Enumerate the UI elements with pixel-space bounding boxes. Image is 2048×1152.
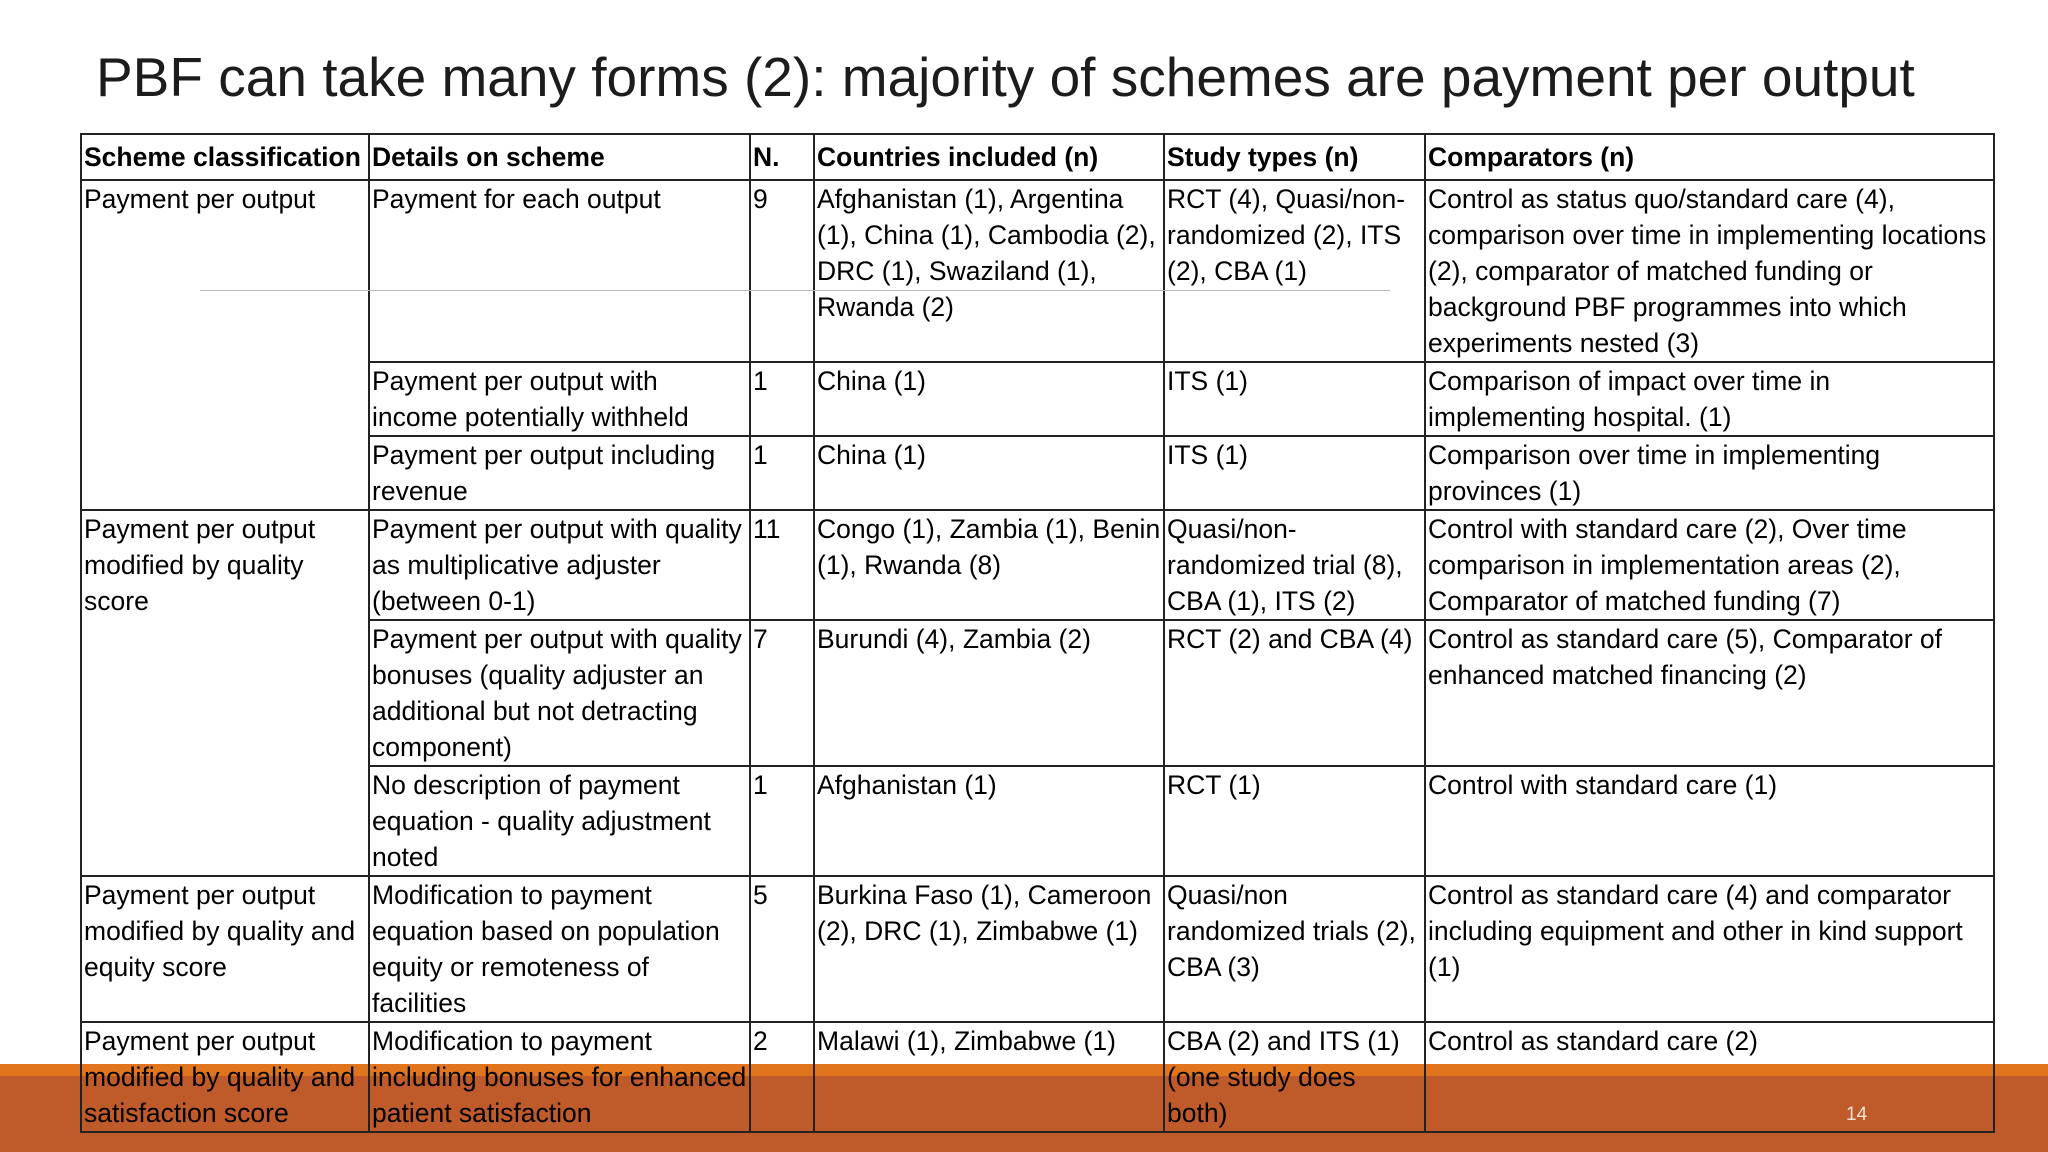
n-cell: 7 (750, 620, 814, 766)
study-types-cell: RCT (4), Quasi/non-randomized (2), ITS (2), CBA (1) (1164, 180, 1425, 362)
classification-cell-empty (81, 766, 369, 876)
table-row (81, 876, 1994, 1022)
study-types-cell: CBA (2) and ITS (1) (one study does both) (1164, 1022, 1425, 1132)
column-header: Countries included (n) (814, 134, 1164, 180)
study-types-cell: Quasi/non randomized trials (2), CBA (3) (1164, 876, 1425, 1022)
column-header: Scheme classification (81, 134, 369, 180)
classification-cell-empty (81, 436, 369, 510)
countries-cell: Malawi (1), Zimbabwe (1) (814, 1022, 1164, 1132)
n-cell: 5 (750, 876, 814, 1022)
study-types-cell: RCT (1) (1164, 766, 1425, 876)
column-header: Study types (n) (1164, 134, 1425, 180)
countries-cell: Afghanistan (1) (814, 766, 1164, 876)
comparators-cell: Control as standard care (4) and comparator including equipment and other in kind support (1) (1425, 876, 1994, 1022)
column-header: Comparators (n) (1425, 134, 1994, 180)
countries-cell: China (1) (814, 362, 1164, 436)
comparators-cell: Control with standard care (2), Over time comparison in implementation areas (2), Comparator of matched funding (7) (1425, 510, 1994, 620)
details-cell: Payment per output including revenue (369, 436, 750, 510)
details-cell: Payment for each output (369, 180, 750, 362)
classification-cell: Payment per output modified by quality and equity score (81, 876, 369, 1022)
n-cell: 11 (750, 510, 814, 620)
study-types-cell: ITS (1) (1164, 436, 1425, 510)
table-row (81, 362, 1994, 436)
table-row (81, 180, 1994, 362)
study-types-cell: Quasi/non-randomized trial (8), CBA (1), ITS (2) (1164, 510, 1425, 620)
page-number: 14 (1846, 1104, 1868, 1125)
classification-cell-empty (81, 620, 369, 766)
table-row (81, 436, 1994, 510)
details-cell: No description of payment equation - quality adjustment noted (369, 766, 750, 876)
details-cell: Modification to payment including bonuses for enhanced patient satisfaction (369, 1022, 750, 1132)
comparators-cell: Control as standard care (5), Comparator of enhanced matched financing (2) (1425, 620, 1994, 766)
study-types-cell: RCT (2) and CBA (4) (1164, 620, 1425, 766)
comparators-cell: Comparison over time in implementing provinces (1) (1425, 436, 1994, 510)
scheme-table (80, 133, 1995, 1133)
details-cell: Modification to payment equation based on population equity or remoteness of facilities (369, 876, 750, 1022)
comparators-cell: Control with standard care (1) (1425, 766, 1994, 876)
n-cell: 1 (750, 766, 814, 876)
table-row (81, 510, 1994, 620)
countries-cell: Burkina Faso (1), Cameroon (2), DRC (1), Zimbabwe (1) (814, 876, 1164, 1022)
classification-cell-empty (81, 362, 369, 436)
countries-cell: China (1) (814, 436, 1164, 510)
comparators-cell: Control as status quo/standard care (4), comparison over time in implementing locations (2), comparator of matched funding or background PBF programmes into which experiments nested (3) (1425, 180, 1994, 362)
classification-cell: Payment per output modified by quality and satisfaction score (81, 1022, 369, 1132)
classification-cell: Payment per output (81, 180, 369, 362)
comparators-cell: Control as standard care (2) (1425, 1022, 1994, 1132)
table-row (81, 1022, 1994, 1132)
column-header: N. (750, 134, 814, 180)
comparators-cell: Comparison of impact over time in implementing hospital. (1) (1425, 362, 1994, 436)
countries-cell: Burundi (4), Zambia (2) (814, 620, 1164, 766)
slide-title: PBF can take many forms (2): majority of schemes are payment per output (96, 46, 1915, 108)
n-cell: 1 (750, 362, 814, 436)
table-row (81, 766, 1994, 876)
n-cell: 1 (750, 436, 814, 510)
classification-cell: Payment per output modified by quality score (81, 510, 369, 620)
details-cell: Payment per output with quality bonuses (quality adjuster an additional but not detracting component) (369, 620, 750, 766)
countries-cell: Afghanistan (1), Argentina (1), China (1), Cambodia (2), DRC (1), Swaziland (1), Rwanda (2) (814, 180, 1164, 362)
column-header: Details on scheme (369, 134, 750, 180)
n-cell: 9 (750, 180, 814, 362)
divider-line (200, 290, 1390, 291)
n-cell: 2 (750, 1022, 814, 1132)
study-types-cell: ITS (1) (1164, 362, 1425, 436)
details-cell: Payment per output with quality as multiplicative adjuster (between 0-1) (369, 510, 750, 620)
details-cell: Payment per output with income potentially withheld (369, 362, 750, 436)
countries-cell: Congo (1), Zambia (1), Benin (1), Rwanda (8) (814, 510, 1164, 620)
table-row (81, 620, 1994, 766)
table-header-row (81, 134, 1994, 180)
